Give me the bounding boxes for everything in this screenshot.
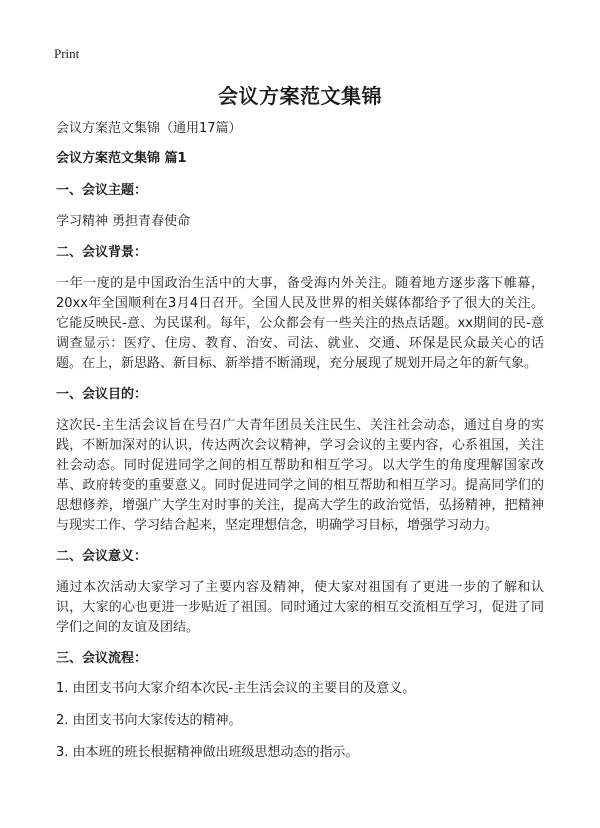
section-heading-process: 三、会议流程：	[56, 651, 148, 666]
print-link[interactable]: Print	[54, 46, 80, 61]
process-step: 1. 由团支书向大家介绍本次民-主生活会议的主要目的及意义。	[56, 681, 416, 696]
document-subtitle: 会议方案范文集锦（通用17篇）	[56, 121, 242, 136]
section-heading-purpose: 一、会议目的：	[56, 387, 148, 402]
document-body	[56, 120, 544, 776]
section-body-significance: 通过本次活动大家学习了主要内容及精神，使大家对祖国有了更进一步的了解和认识，大家的心也更进一步贴近了祖国。同时通过大家的相互交流相互学习，促进了同学们之间的友谊及团结。	[56, 580, 544, 635]
section-body-purpose: 这次民-主生活会议旨在号召广大青年团员关注民生、关注社会动态，通过自身的实践，不断加深对的认识，传达两次会议精神，学习会议的主要内容，心系祖国，关注社会动态。同时促进同学之间的相互帮助和相互学习。以大学生的角度理解国家改革、政府转变的重要意义。同时促进同学之间的相互帮助和相互学习。提高同学们的思想修养，增强广大学生对时事的关注，提高大学生的政治觉悟，弘扬精神，把精神与现实工作、学习结合起来，坚定理想信念，明确学习目标，增强学习动力。	[56, 418, 544, 533]
section-heading-significance: 二、会议意义：	[56, 549, 148, 564]
section-body-background: 一年一度的是中国政治生活中的大事，备受海内外关注。随着地方逐步落下帷幕，20xx年全国顺利在3月4日召开。全国人民及世界的相关媒体都给予了很大的关注。它能反映民-意、为民谋利。每年，公众都会有一些关注的热点话题。xx期间的民-意调查显示：医疗、住房、教育、治安、司法、就业、交通、环保是民众最关心的话题。在上，新思路、新目标、新举措不断涌现，充分展现了规划开局之年的新气象。	[56, 276, 544, 371]
page-title: 会议方案范文集锦	[218, 84, 382, 108]
section-body-theme: 学习精神 勇担青春使命	[56, 214, 191, 229]
part-heading: 会议方案范文集锦 篇1	[56, 151, 187, 166]
section-heading-theme: 一、会议主题：	[56, 183, 148, 198]
section-heading-background: 二、会议背景：	[56, 245, 148, 260]
process-step: 2. 由团支书向大家传达的精神。	[56, 713, 242, 728]
process-step: 3. 由本班的班长根据精神做出班级思想动态的指示。	[56, 745, 359, 760]
